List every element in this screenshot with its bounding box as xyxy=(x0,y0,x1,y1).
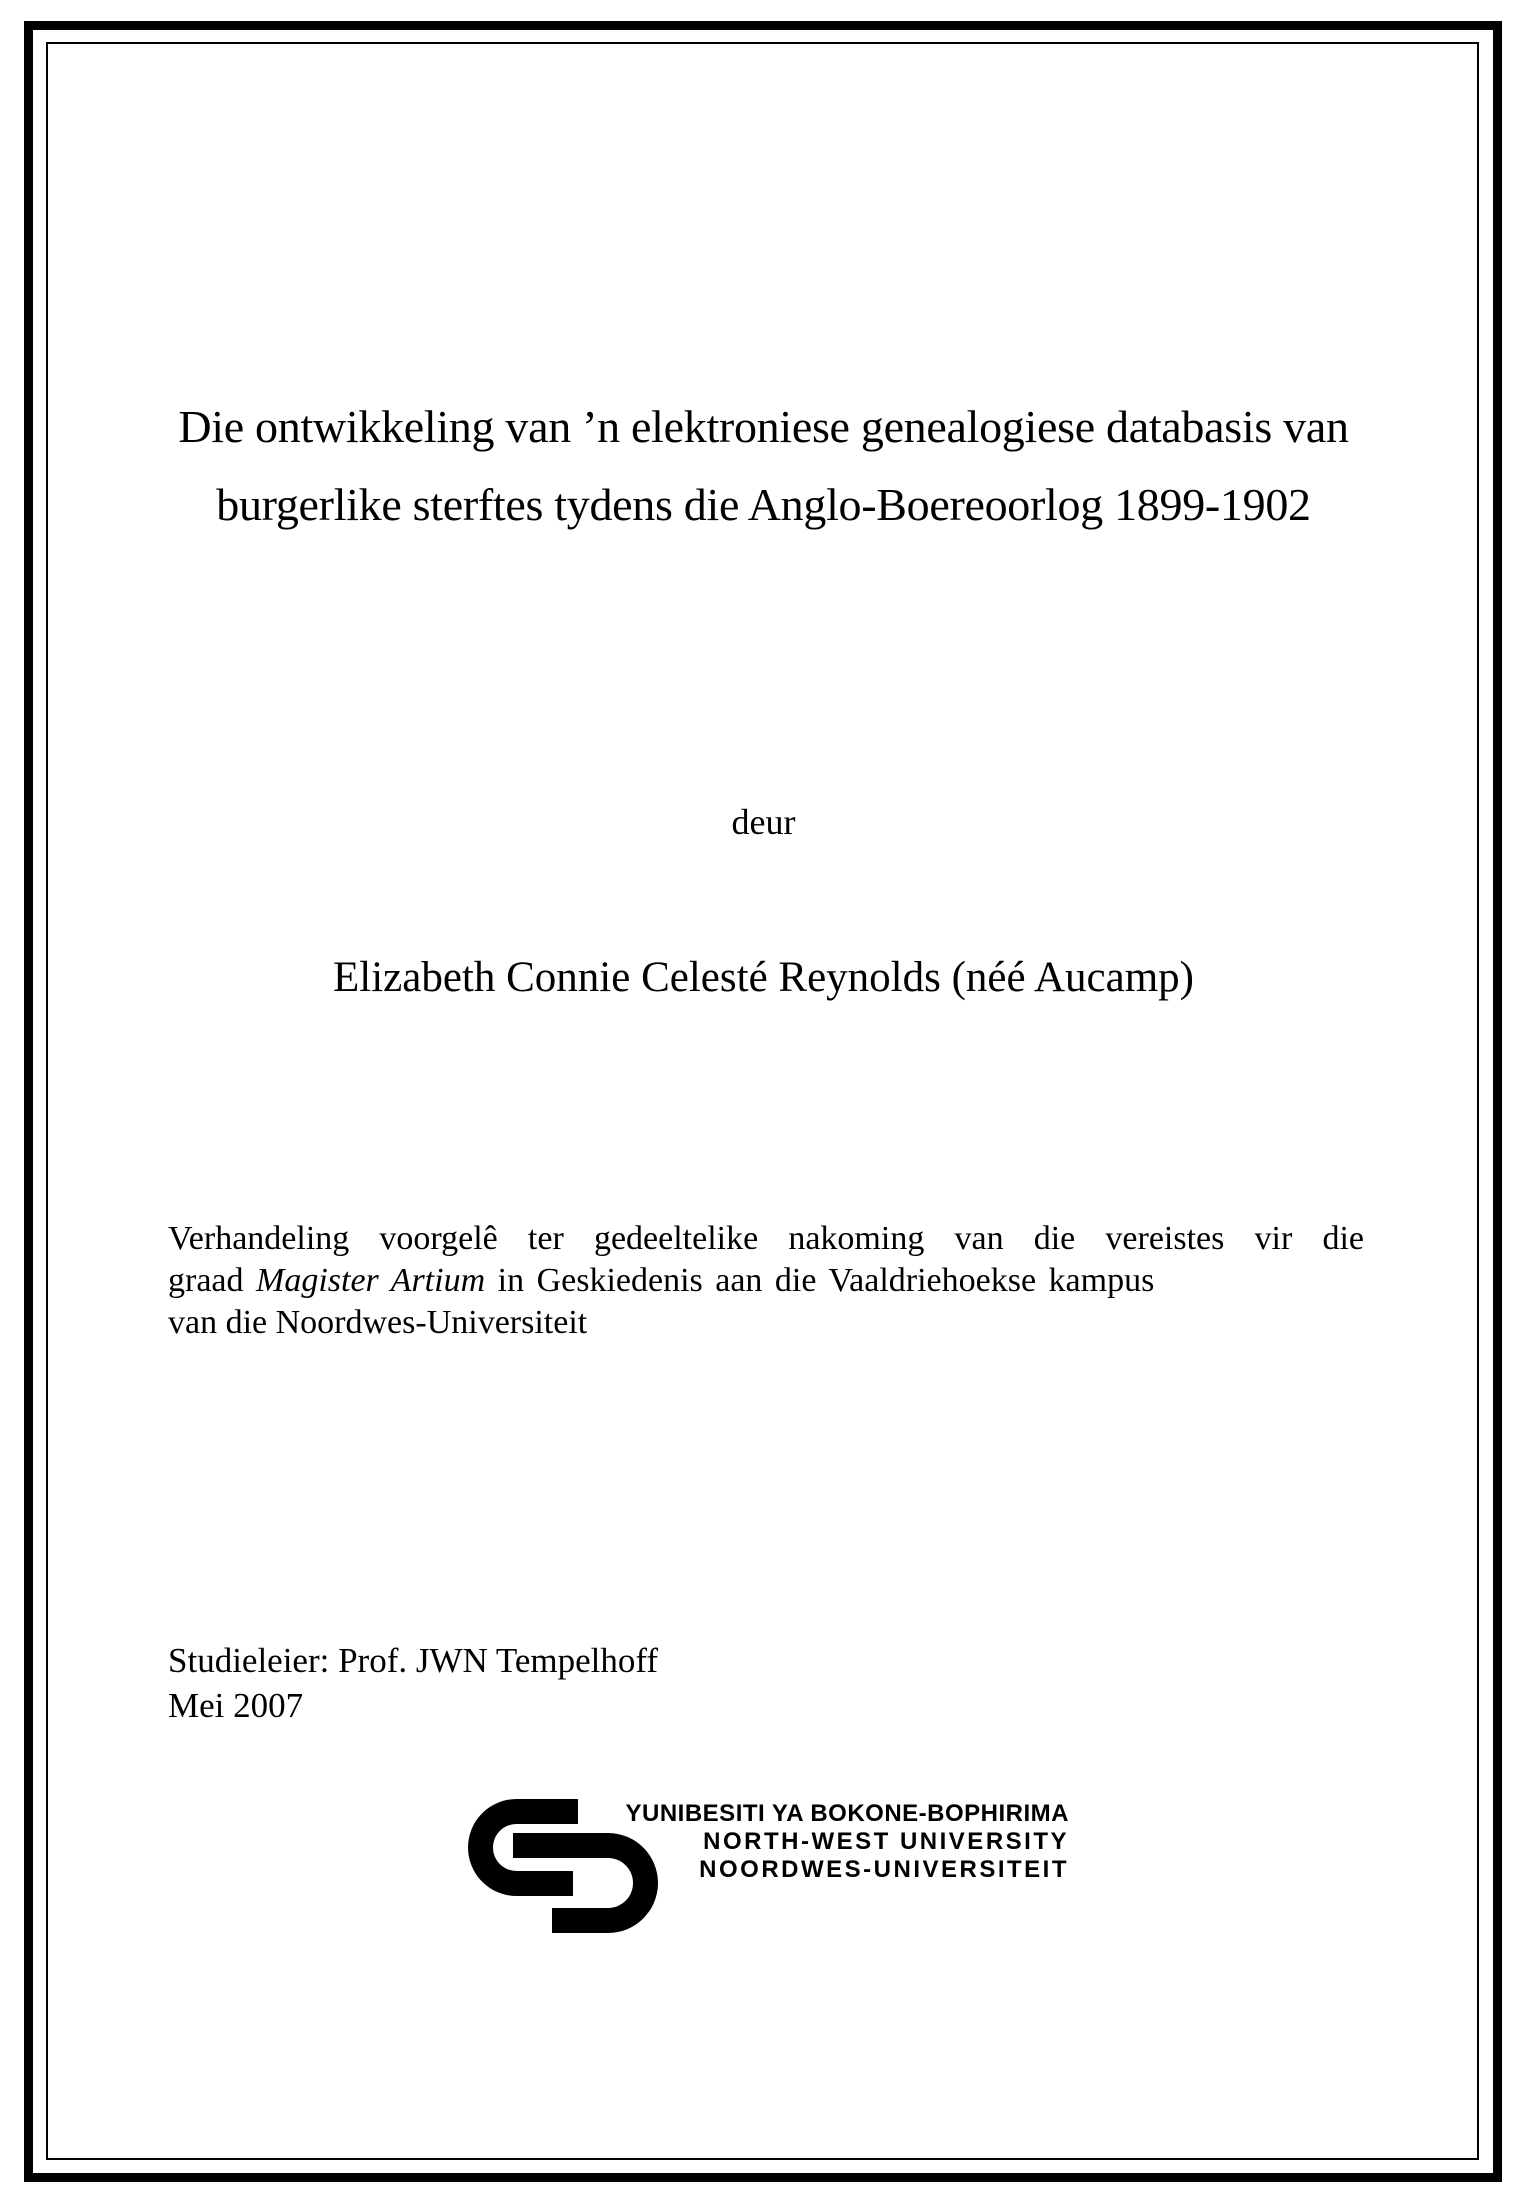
thesis-title xyxy=(80,388,1447,544)
wordmark-line-setswana: YUNIBESITI YA BOKONE-BOPHIRIMA xyxy=(625,1800,1069,1827)
submission-statement xyxy=(168,1218,1364,1344)
thesis-title-line-2: burgerlike sterftes tydens die Anglo-Boereoorlog 1899-1902 xyxy=(216,479,1311,530)
thesis-title-line-1: Die ontwikkeling van ’n elektroniese genealogiese databasis van xyxy=(178,401,1349,452)
submission-line-1: Verhandeling voorgelê ter gedeeltelike nakoming van die vereistes vir die xyxy=(168,1220,1364,1257)
wordmark-line-afrikaans: NOORDWES-UNIVERSITEIT xyxy=(699,1856,1069,1883)
supervisor-line: Studieleier: Prof. JWN Tempelhoff xyxy=(168,1641,659,1680)
submission-line-2 xyxy=(168,1260,1364,1302)
university-wordmark xyxy=(587,1800,1069,1884)
supervisor-block xyxy=(168,1638,658,1728)
submission-line-3: van die Noordwes-Universiteit xyxy=(168,1304,588,1341)
byline-deur: deur xyxy=(731,802,796,842)
submission-line-2-prefix: graad xyxy=(168,1262,257,1299)
submission-line-2-suffix: in Geskiedenis aan die Vaaldriehoekse kampus xyxy=(485,1262,1155,1299)
university-logo xyxy=(465,1794,1085,1944)
degree-name: Magister Artium xyxy=(256,1262,486,1299)
author-name: Elizabeth Connie Celesté Reynolds (néé Aucamp) xyxy=(333,954,1194,1001)
wordmark-line-english: NORTH-WEST UNIVERSITY xyxy=(703,1828,1069,1855)
date-line: Mei 2007 xyxy=(168,1686,304,1725)
